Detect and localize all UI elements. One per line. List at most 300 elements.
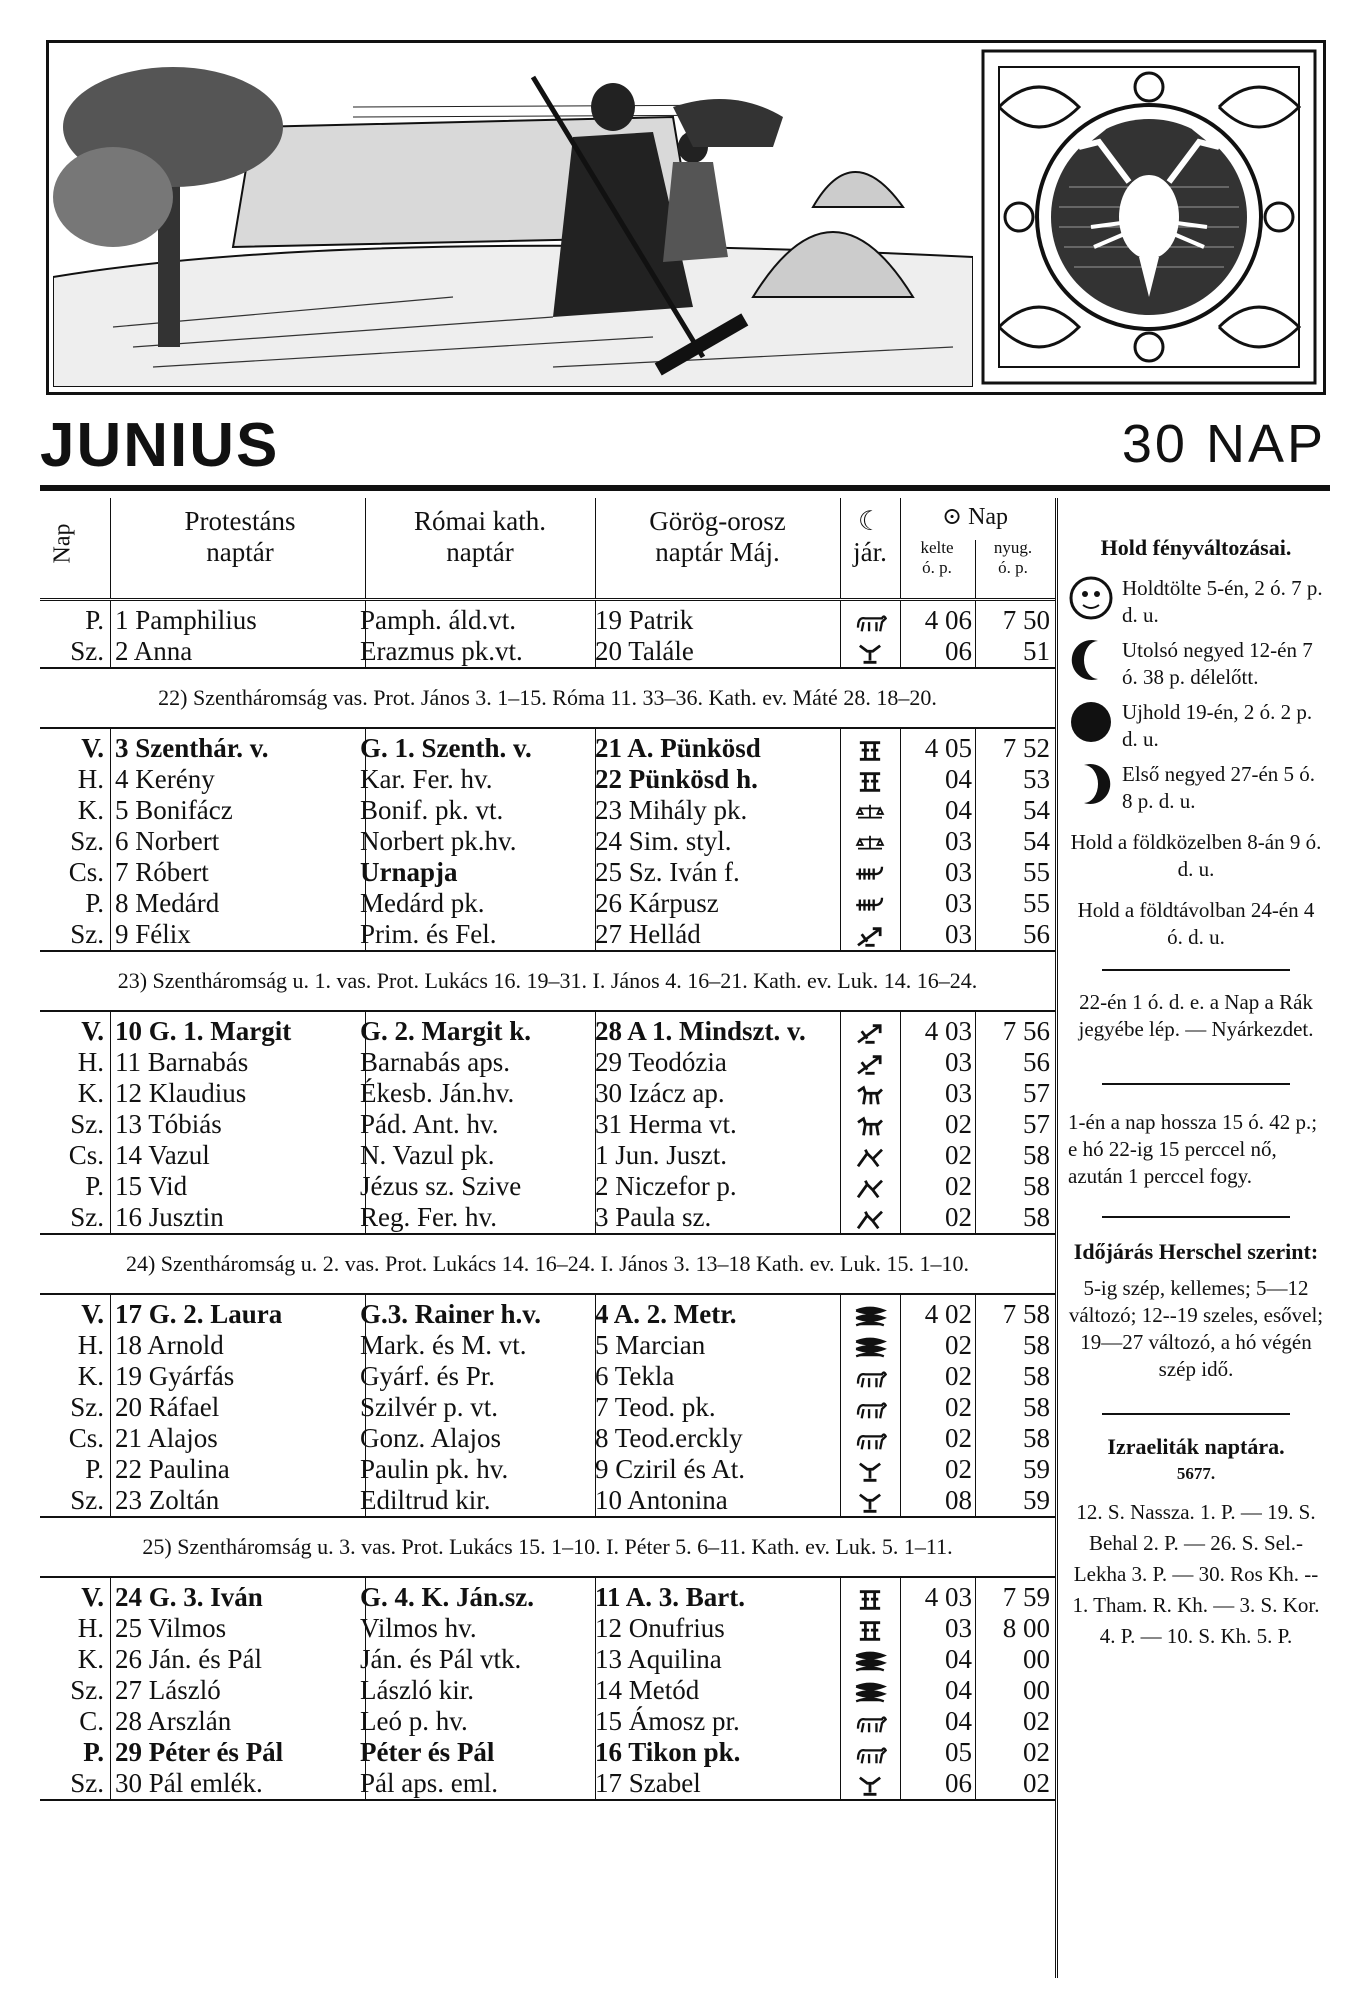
water-sign-icon <box>840 1202 900 1233</box>
sunset-time: 7 58 <box>1002 1299 1050 1329</box>
day-of-week: Sz. <box>70 636 104 666</box>
day-of-week: Sz. <box>70 1768 104 1798</box>
sunset-time: 58 <box>1023 1140 1050 1170</box>
day-row <box>40 1485 1055 1516</box>
day-of-week: Sz. <box>70 1109 104 1139</box>
orthodox-name: 2 Niczefor p. <box>595 1171 737 1201</box>
sunset-time: 54 <box>1023 795 1050 825</box>
fish-sign-icon <box>840 1299 900 1330</box>
day-of-week: Sz. <box>70 1485 104 1515</box>
catholic-name: Ékesb. Ján.hv. <box>360 1078 515 1108</box>
sunrise-time: 03 <box>945 1047 972 1077</box>
protestant-name: 24 G. 3. Iván <box>115 1582 263 1612</box>
side-divider <box>1102 1413 1290 1415</box>
solstice-note: 22-én 1 ó. d. e. a Nap a Rák jegyébe lép. — Nyárkezdet. <box>1078 990 1314 1041</box>
protestant-name: 19 Gyárfás <box>115 1361 235 1391</box>
ram-sign-icon <box>840 1706 900 1737</box>
day-row <box>40 605 1055 636</box>
orthodox-name: 14 Metód <box>595 1675 700 1705</box>
day-row <box>40 1202 1055 1233</box>
orthodox-name: 31 Herma vt. <box>595 1109 737 1139</box>
twins-sign-icon <box>840 1582 900 1613</box>
sunrise-time: 03 <box>945 1078 972 1108</box>
protestant-name: 15 Vid <box>115 1171 188 1201</box>
sunset-time: 8 00 <box>1002 1613 1050 1643</box>
full-moon-text: Holdtölte 5-én, 2 ó. 7 p. d. u. <box>1122 576 1323 627</box>
first-quarter-text: Első negyed 27-én 5 ó. 8 p. d. u. <box>1122 762 1316 813</box>
protestant-name: 7 Róbert <box>115 857 209 887</box>
orthodox-name: 10 Antonina <box>595 1485 728 1515</box>
sunrise-time: 4 02 <box>924 1299 972 1329</box>
sunset-time: 58 <box>1023 1423 1050 1453</box>
sunset-time: 59 <box>1023 1485 1050 1515</box>
sunrise-time: 02 <box>945 1330 972 1360</box>
scorpion-sign-icon <box>840 888 900 919</box>
moon-phase-icon: ☾ <box>857 506 883 536</box>
ram-sign-icon <box>840 1361 900 1392</box>
sunrise-time: 02 <box>945 1109 972 1139</box>
side-divider <box>1102 1083 1290 1085</box>
day-row <box>40 1675 1055 1706</box>
week-block <box>40 601 1055 669</box>
orthodox-name: 5 Marcian <box>595 1330 706 1360</box>
orthodox-name: 9 Cziril és At. <box>595 1454 745 1484</box>
sunday-reading-note: 22) Szentháromság vas. Prot. János 3. 1–15. Róma 11. 33–36. Kath. ev. Máté 28. 18–20. <box>40 669 1055 729</box>
sunset-time: 7 56 <box>1002 1016 1050 1046</box>
archer-sign-icon <box>840 1016 900 1047</box>
day-of-week: Sz. <box>70 1675 104 1705</box>
bull-sign-icon <box>840 1768 900 1799</box>
sunset-time: 57 <box>1023 1078 1050 1108</box>
sunset-time: 02 <box>1023 1768 1050 1798</box>
col-jar-header <box>840 506 900 568</box>
sunset-time: 58 <box>1023 1361 1050 1391</box>
catholic-name: László kir. <box>360 1675 474 1705</box>
first-quarter-note <box>1062 761 1330 815</box>
moon-phases-title: Hold fényváltozásai. <box>1100 535 1292 560</box>
fish-sign-icon <box>840 1330 900 1361</box>
sunday-reading-note: 23) Szentháromság u. 1. vas. Prot. Lukács 16. 19–31. I. János 4. 16–21. Kath. ev. Luk. 14. 16–24. <box>40 952 1055 1012</box>
sunset-time: 58 <box>1023 1330 1050 1360</box>
protestant-name: 4 Kerény <box>115 764 215 794</box>
catholic-name: Paulin pk. hv. <box>360 1454 509 1484</box>
catholic-name: Gyárf. és Pr. <box>360 1361 495 1391</box>
day-of-week: K. <box>77 795 104 825</box>
day-row <box>40 826 1055 857</box>
col-gor-line2: naptár Máj. <box>655 537 780 567</box>
sunset-time: 56 <box>1023 919 1050 949</box>
orthodox-name: 12 Onufrius <box>595 1613 725 1643</box>
day-row <box>40 1768 1055 1799</box>
sunset-time: 02 <box>1023 1737 1050 1767</box>
calendar-blocks <box>40 601 1055 1801</box>
day-of-week: H. <box>77 1330 104 1360</box>
orthodox-name: 27 Hellád <box>595 919 701 949</box>
sunset-time: 57 <box>1023 1109 1050 1139</box>
orthodox-name: 24 Sim. styl. <box>595 826 732 856</box>
calendar-table <box>40 498 1058 1978</box>
scales-sign-icon <box>840 795 900 826</box>
day-row <box>40 1140 1055 1171</box>
day-of-week: K. <box>77 1361 104 1391</box>
col-gor-header <box>595 506 840 568</box>
catholic-name: Barnabás aps. <box>360 1047 510 1077</box>
orthodox-name: 19 Patrik <box>595 605 694 635</box>
catholic-name: Szilvér p. vt. <box>360 1392 498 1422</box>
week-block <box>40 1295 1055 1518</box>
day-row <box>40 733 1055 764</box>
day-of-week: Sz. <box>70 826 104 856</box>
orthodox-name: 28 A 1. Mindszt. v. <box>595 1016 806 1046</box>
catholic-name: G. 2. Margit k. <box>360 1016 531 1046</box>
catholic-name: Leó p. hv. <box>360 1706 468 1736</box>
twins-sign-icon <box>840 733 900 764</box>
orthodox-name: 22 Pünkösd h. <box>595 764 758 794</box>
day-row <box>40 1644 1055 1675</box>
week-block <box>40 1578 1055 1801</box>
sunset-time: 7 52 <box>1002 733 1050 763</box>
sunset-time: 58 <box>1023 1392 1050 1422</box>
scorpion-sign-icon <box>840 857 900 888</box>
col-rom-header <box>365 506 595 568</box>
archer-sign-icon <box>840 1047 900 1078</box>
day-of-week: H. <box>77 1613 104 1643</box>
sunset-time: 54 <box>1023 826 1050 856</box>
jewish-calendar-note: 12. S. Nassza. 1. P. — 19. S. Behal 2. P. — 26. S. Sel.-Lekha 3. P. — 30. Ros Kh. -- 1. Tham. R. Kh. — 3. S. Kor. 4. P. — 10. S. Kh. 5. P. <box>1072 1500 1320 1648</box>
day-row <box>40 1047 1055 1078</box>
table-header <box>40 498 1055 601</box>
col-rom-line2: naptár <box>446 537 514 567</box>
catholic-name: G.3. Rainer h.v. <box>360 1299 542 1329</box>
protestant-name: 6 Norbert <box>115 826 220 856</box>
day-of-week: P. <box>85 1171 104 1201</box>
day-row <box>40 919 1055 950</box>
bull-sign-icon <box>840 1485 900 1516</box>
catholic-name: G. 4. K. Ján.sz. <box>360 1582 535 1612</box>
side-divider <box>1102 1216 1290 1218</box>
cancer-zodiac-emblem <box>979 47 1319 387</box>
twins-sign-icon <box>840 764 900 795</box>
catholic-name: Bonif. pk. vt. <box>360 795 504 825</box>
protestant-name: 3 Szenthár. v. <box>115 733 269 763</box>
jewish-year: 5677. <box>1176 1464 1216 1483</box>
day-of-week: Sz. <box>70 1202 104 1232</box>
sunrise-time: 02 <box>945 1140 972 1170</box>
title-rule <box>40 485 1330 491</box>
col-nyug-unit: ó. p. <box>998 558 1028 577</box>
sunrise-time: 02 <box>945 1423 972 1453</box>
sunrise-time: 02 <box>945 1202 972 1232</box>
days-count: 30 NAP <box>1121 414 1326 474</box>
day-of-week: Cs. <box>68 857 104 887</box>
day-row <box>40 795 1055 826</box>
day-of-week: K. <box>77 1644 104 1674</box>
goat-sign-icon <box>840 1078 900 1109</box>
full-moon-note <box>1062 575 1330 629</box>
protestant-name: 2 Anna <box>115 636 193 666</box>
apogee-note: Hold a földtávolban 24-én 4 ó. d. u. <box>1077 898 1315 949</box>
catholic-name: Pamph. áld.vt. <box>360 605 516 635</box>
sunrise-time: 03 <box>945 857 972 887</box>
day-of-week: P. <box>83 1737 104 1767</box>
catholic-name: Ediltrud kir. <box>360 1485 491 1515</box>
month-title: JUNIUS <box>40 411 280 480</box>
catholic-name: Prim. és Fel. <box>360 919 497 949</box>
new-moon-icon <box>1068 699 1114 745</box>
last-quarter-note <box>1062 637 1330 691</box>
catholic-name: Norbert pk.hv. <box>360 826 517 856</box>
sunset-time: 55 <box>1023 888 1050 918</box>
sunrise-time: 04 <box>945 795 972 825</box>
day-of-week: P. <box>85 605 104 635</box>
protestant-name: 21 Alajos <box>115 1423 218 1453</box>
col-sun-label: Nap <box>968 504 1009 530</box>
ram-sign-icon <box>840 605 900 636</box>
day-of-week: C. <box>79 1706 104 1736</box>
sunset-time: 58 <box>1023 1202 1050 1232</box>
col-gor-line1: Görög-orosz <box>649 506 786 536</box>
col-rom-line1: Római kath. <box>414 506 546 536</box>
day-row <box>40 1361 1055 1392</box>
sunrise-time: 04 <box>945 1675 972 1705</box>
sunrise-time: 4 03 <box>924 1016 972 1046</box>
orthodox-name: 26 Kárpusz <box>595 888 719 918</box>
sunrise-time: 05 <box>945 1737 972 1767</box>
catholic-name: Reg. Fer. hv. <box>360 1202 497 1232</box>
day-row <box>40 1016 1055 1047</box>
col-nyug-label: nyug. <box>993 538 1033 557</box>
header-illustration <box>46 40 1326 395</box>
archer-sign-icon <box>840 919 900 950</box>
catholic-name: Gonz. Alajos <box>360 1423 501 1453</box>
sunrise-time: 4 06 <box>924 605 972 635</box>
scales-sign-icon <box>840 826 900 857</box>
protestant-name: 13 Tóbiás <box>115 1109 222 1139</box>
catholic-name: Péter és Pál <box>360 1737 495 1767</box>
protestant-name: 8 Medárd <box>115 888 220 918</box>
sunrise-time: 4 05 <box>924 733 972 763</box>
week-block <box>40 729 1055 952</box>
protestant-name: 25 Vilmos <box>115 1613 227 1643</box>
sunset-time: 00 <box>1023 1675 1050 1705</box>
sunset-time: 56 <box>1023 1047 1050 1077</box>
bull-sign-icon <box>840 1454 900 1485</box>
sunday-reading-note: 25) Szentháromság u. 3. vas. Prot. Lukács 15. 1–10. I. Péter 5. 6–11. Kath. ev. Luk. 5. 1–11. <box>40 1518 1055 1578</box>
catholic-name: Ján. és Pál vtk. <box>360 1644 522 1674</box>
day-row <box>40 1423 1055 1454</box>
day-row <box>40 1109 1055 1140</box>
sunset-time: 55 <box>1023 857 1050 887</box>
catholic-name: Medárd pk. <box>360 888 485 918</box>
col-nap-header: Nap <box>49 523 76 564</box>
protestant-name: 14 Vazul <box>115 1140 210 1170</box>
col-nyug-header <box>978 538 1048 578</box>
ram-sign-icon <box>840 1392 900 1423</box>
catholic-name: Jézus sz. Szive <box>360 1171 522 1201</box>
orthodox-name: 29 Teodózia <box>595 1047 727 1077</box>
protestant-name: 11 Barnabás <box>115 1047 249 1077</box>
new-moon-note <box>1062 699 1330 753</box>
day-of-week: H. <box>77 764 104 794</box>
protestant-name: 9 Félix <box>115 919 191 949</box>
day-row <box>40 1454 1055 1485</box>
day-row <box>40 1392 1055 1423</box>
orthodox-name: 15 Ámosz pr. <box>595 1706 740 1736</box>
fish-sign-icon <box>840 1644 900 1675</box>
orthodox-name: 13 Aquilina <box>595 1644 722 1674</box>
sunset-time: 02 <box>1023 1706 1050 1736</box>
day-row <box>40 1582 1055 1613</box>
day-of-week: V. <box>81 1582 104 1612</box>
col-jar-label: jár. <box>853 537 887 567</box>
weather-note: 5-ig szép, kellemes; 5—12 változó; 12--19 szeles, esővel; 19—27 változó, a hó végén szép idő. <box>1068 1276 1324 1381</box>
catholic-name: Kar. Fer. hv. <box>360 764 493 794</box>
sunrise-time: 03 <box>945 1613 972 1643</box>
first-quarter-icon <box>1068 761 1114 807</box>
day-row <box>40 1299 1055 1330</box>
col-kelte-unit: ó. p. <box>922 558 952 577</box>
sunset-time: 00 <box>1023 1644 1050 1674</box>
orthodox-name: 17 Szabel <box>595 1768 701 1798</box>
sunrise-time: 02 <box>945 1361 972 1391</box>
sunset-time: 7 59 <box>1002 1582 1050 1612</box>
last-quarter-icon <box>1068 637 1114 683</box>
day-row <box>40 1171 1055 1202</box>
sunrise-time: 02 <box>945 1171 972 1201</box>
catholic-name: Vilmos hv. <box>360 1613 477 1643</box>
jewish-calendar-title: Izraeliták naptára. <box>1107 1434 1285 1459</box>
day-of-week: V. <box>81 733 104 763</box>
orthodox-name: 7 Teod. pk. <box>595 1392 716 1422</box>
calendar-page <box>40 30 1330 1980</box>
sunset-time: 59 <box>1023 1454 1050 1484</box>
sunrise-time: 03 <box>945 888 972 918</box>
day-row <box>40 1078 1055 1109</box>
day-row <box>40 764 1055 795</box>
weather-title: Időjárás Herschel szerint: <box>1073 1239 1319 1264</box>
orthodox-name: 11 A. 3. Bart. <box>595 1582 746 1612</box>
orthodox-name: 23 Mihály pk. <box>595 795 748 825</box>
day-row <box>40 1330 1055 1361</box>
catholic-name: Erazmus pk.vt. <box>360 636 523 666</box>
bull-sign-icon <box>840 636 900 667</box>
catholic-name: Urnapja <box>360 857 458 887</box>
goat-sign-icon <box>840 1109 900 1140</box>
orthodox-name: 3 Paula sz. <box>595 1202 712 1232</box>
protestant-name: 29 Péter és Pál <box>115 1737 284 1767</box>
harvest-scene-image <box>53 47 973 387</box>
day-of-week: P. <box>85 1454 104 1484</box>
orthodox-name: 1 Jun. Juszt. <box>595 1140 728 1170</box>
protestant-name: 28 Arszlán <box>115 1706 232 1736</box>
sunrise-time: 02 <box>945 1454 972 1484</box>
col-prot-header <box>115 506 365 568</box>
protestant-name: 22 Paulina <box>115 1454 230 1484</box>
col-prot-line2: naptár <box>206 537 274 567</box>
day-of-week: V. <box>81 1016 104 1046</box>
protestant-name: 1 Pamphilius <box>115 605 257 635</box>
sunrise-time: 03 <box>945 826 972 856</box>
orthodox-name: 20 Talále <box>595 636 694 666</box>
protestant-name: 16 Jusztin <box>115 1202 224 1232</box>
protestant-name: 20 Ráfael <box>115 1392 220 1422</box>
daylength-note: 1-én a nap hossza 15 ó. 42 p.; e hó 22-ig 15 perccel nő, azután 1 perccel fogy. <box>1068 1110 1318 1188</box>
day-of-week: Sz. <box>70 1392 104 1422</box>
protestant-name: 23 Zoltán <box>115 1485 220 1515</box>
sunrise-time: 06 <box>945 1768 972 1798</box>
protestant-name: 17 G. 2. Laura <box>115 1299 283 1329</box>
sunrise-time: 04 <box>945 1706 972 1736</box>
water-sign-icon <box>840 1140 900 1171</box>
protestant-name: 26 Ján. és Pál <box>115 1644 262 1674</box>
sunset-time: 51 <box>1023 636 1050 666</box>
col-prot-line1: Protestáns <box>184 506 296 536</box>
sunset-time: 58 <box>1023 1171 1050 1201</box>
catholic-name: Pád. Ant. hv. <box>360 1109 499 1139</box>
day-of-week: K. <box>77 1078 104 1108</box>
sunrise-time: 04 <box>945 1644 972 1674</box>
protestant-name: 5 Bonifácz <box>115 795 233 825</box>
side-column <box>1062 498 1330 1652</box>
day-of-week: Cs. <box>68 1423 104 1453</box>
new-moon-text: Ujhold 19-én, 2 ó. 2 p. d. u. <box>1122 700 1313 751</box>
orthodox-name: 16 Tikon pk. <box>595 1737 741 1767</box>
ram-sign-icon <box>840 1737 900 1768</box>
orthodox-name: 21 A. Pünkösd <box>595 733 761 763</box>
fish-sign-icon <box>840 1675 900 1706</box>
water-sign-icon <box>840 1171 900 1202</box>
day-of-week: V. <box>81 1299 104 1329</box>
protestant-name: 12 Klaudius <box>115 1078 247 1108</box>
orthodox-name: 6 Tekla <box>595 1361 675 1391</box>
protestant-name: 18 Arnold <box>115 1330 224 1360</box>
catholic-name: Pál aps. eml. <box>360 1768 498 1798</box>
day-row <box>40 857 1055 888</box>
orthodox-name: 25 Sz. Iván f. <box>595 857 740 887</box>
ram-sign-icon <box>840 1423 900 1454</box>
sunset-time: 53 <box>1023 764 1050 794</box>
day-row <box>40 636 1055 667</box>
catholic-name: N. Vazul pk. <box>360 1140 495 1170</box>
orthodox-name: 4 A. 2. Metr. <box>595 1299 737 1329</box>
last-quarter-text: Utolsó negyed 12-én 7 ó. 38 p. délelőtt. <box>1122 638 1313 689</box>
day-of-week: Sz. <box>70 919 104 949</box>
sunrise-time: 06 <box>945 636 972 666</box>
day-of-week: P. <box>85 888 104 918</box>
twins-sign-icon <box>840 1613 900 1644</box>
side-divider <box>1102 969 1290 971</box>
sunday-reading-note: 24) Szentháromság u. 2. vas. Prot. Lukács 14. 16–24. I. János 3. 13–18 Kath. ev. Luk. 15. 1–10. <box>40 1235 1055 1295</box>
col-kelte-header <box>902 538 972 578</box>
col-sun-header <box>900 502 1050 533</box>
day-row <box>40 888 1055 919</box>
perigee-note: Hold a földközelben 8-án 9 ó. d. u. <box>1070 830 1322 881</box>
week-block <box>40 1012 1055 1235</box>
catholic-name: G. 1. Szenth. v. <box>360 733 532 763</box>
sunrise-time: 04 <box>945 764 972 794</box>
full-moon-icon <box>1068 575 1114 621</box>
sunrise-time: 08 <box>945 1485 972 1515</box>
sunrise-time: 02 <box>945 1392 972 1422</box>
day-of-week: H. <box>77 1047 104 1077</box>
day-row <box>40 1706 1055 1737</box>
orthodox-name: 30 Izácz ap. <box>595 1078 725 1108</box>
col-kelte-label: kelte <box>920 538 954 557</box>
sunset-time: 7 50 <box>1002 605 1050 635</box>
protestant-name: 10 G. 1. Margit <box>115 1016 292 1046</box>
catholic-name: Mark. és M. vt. <box>360 1330 527 1360</box>
day-of-week: Cs. <box>68 1140 104 1170</box>
